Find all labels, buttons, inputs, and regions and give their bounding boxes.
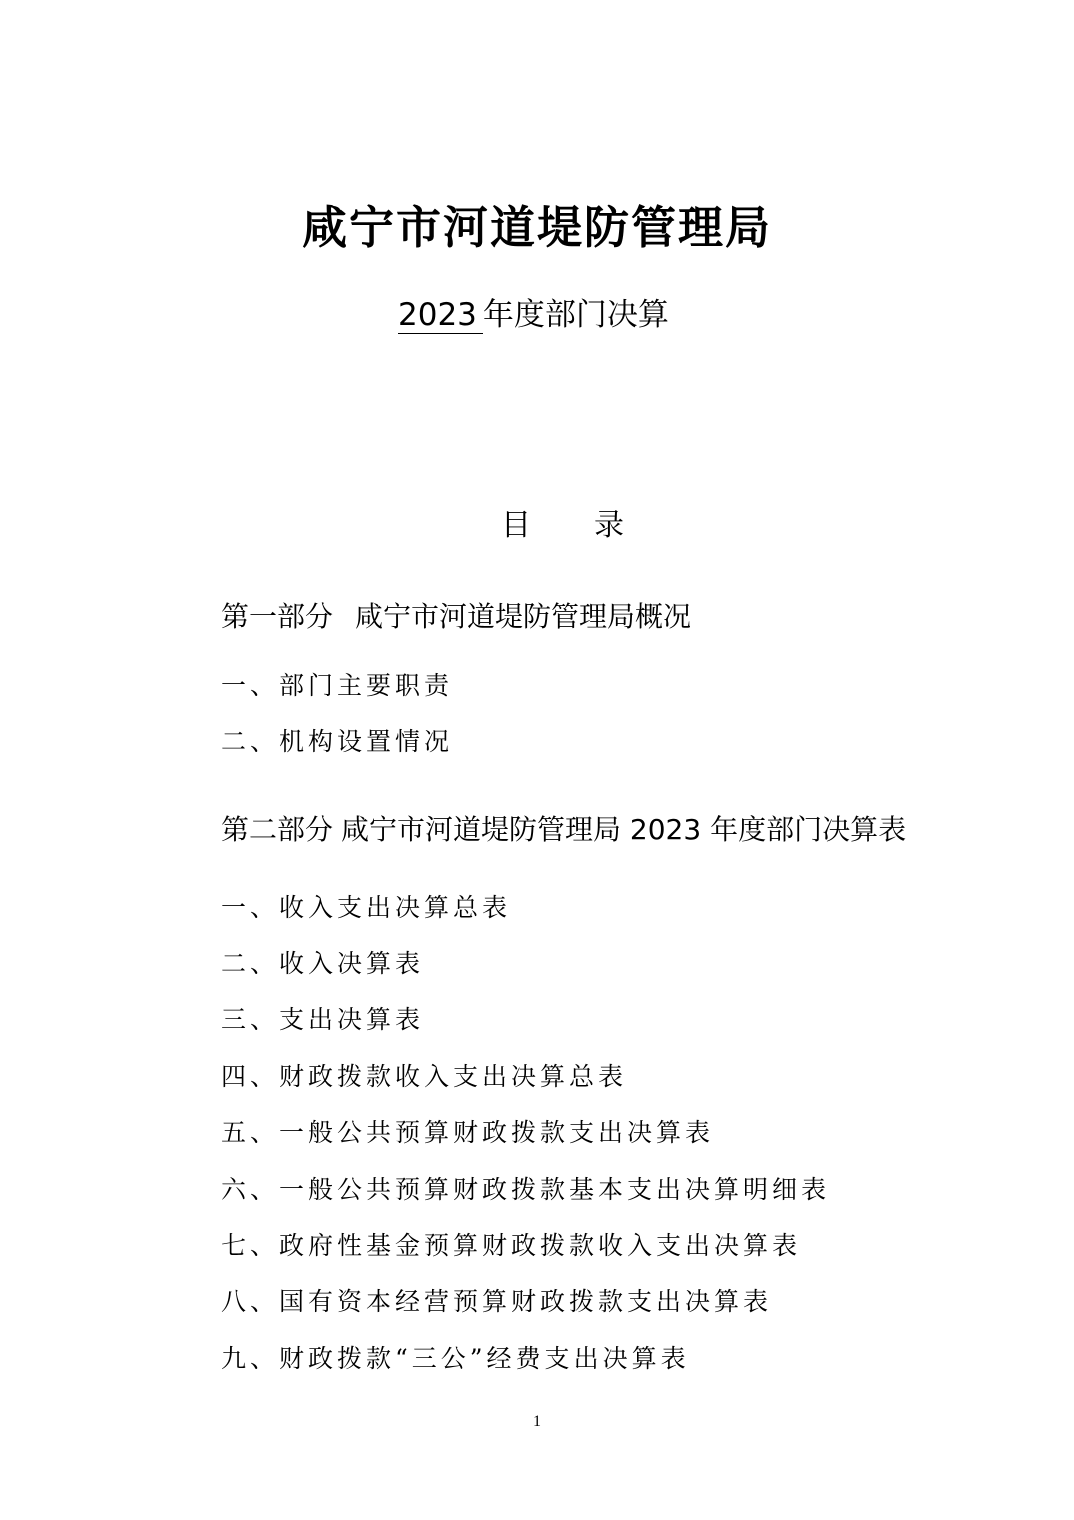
part-2-heading <box>221 810 906 850</box>
toc-heading <box>501 506 624 546</box>
part-1-label: 第一部分 <box>221 600 334 633</box>
toc-item-part2-1: 一、收入支出决算总表 <box>221 893 512 922</box>
part-1-heading <box>221 597 691 637</box>
toc-item-part2-6: 六、一般公共预算财政拨款基本支出决算明细表 <box>221 1175 831 1204</box>
page-number: 1 <box>533 1413 541 1430</box>
toc-item-part2-9: 九、财政拨款“三公”经费支出决算表 <box>221 1344 690 1373</box>
toc-item-part2-7: 七、政府性基金预算财政拨款收入支出决算表 <box>221 1231 802 1260</box>
toc-item-part2-4: 四、财政拨款收入支出决算总表 <box>221 1062 628 1091</box>
toc-heading-char-2: 录 <box>594 508 624 543</box>
part-1-title: 咸宁市河道堤防管理局概况 <box>355 600 692 633</box>
subtitle-year: 2023 <box>398 297 483 334</box>
document-subtitle <box>398 292 669 338</box>
toc-item-part2-5: 五、一般公共预算财政拨款支出决算表 <box>221 1118 715 1147</box>
part-2-label: 第二部分 <box>221 813 334 846</box>
toc-item-part2-3: 三、支出决算表 <box>221 1005 425 1034</box>
subtitle-text: 年度部门决算 <box>482 297 669 333</box>
toc-item-part1-2: 二、机构设置情况 <box>221 727 454 756</box>
toc-heading-char-1: 目 <box>501 508 531 543</box>
toc-item-part1-1: 一、部门主要职责 <box>221 671 454 700</box>
toc-item-part2-8: 八、国有资本经营预算财政拨款支出决算表 <box>221 1287 773 1316</box>
toc-item-part2-2: 二、收入决算表 <box>221 949 425 978</box>
part-2-title: 咸宁市河道堤防管理局 2023 年度部门决算表 <box>341 813 907 846</box>
document-title: 咸宁市河道堤防管理局 <box>301 201 772 254</box>
